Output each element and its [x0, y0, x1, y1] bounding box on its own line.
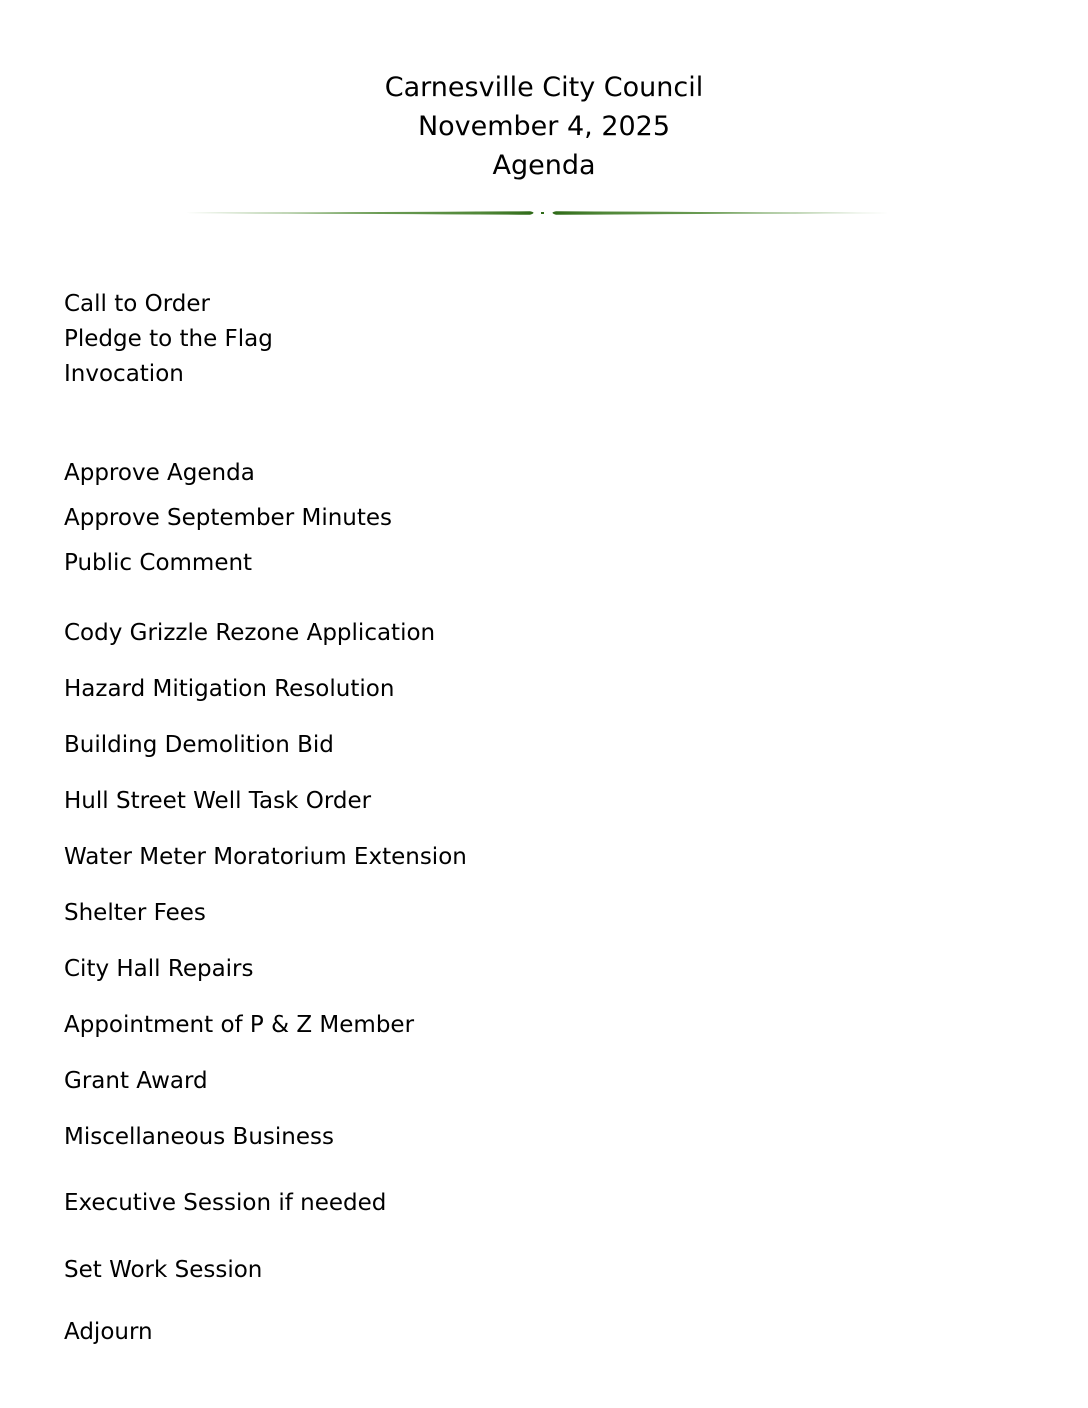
- agenda-item-demolition-bid: Building Demolition Bid: [64, 732, 334, 758]
- agenda-item-executive-session: Executive Session if needed: [64, 1190, 387, 1216]
- agenda-item-invocation: Invocation: [64, 361, 184, 387]
- organization-title: Carnesville City Council: [384, 72, 704, 103]
- meeting-date: November 4, 2025: [417, 111, 671, 142]
- agenda-item-shelter-fees: Shelter Fees: [64, 900, 206, 926]
- decorative-divider: [185, 206, 901, 220]
- agenda-item-hazard-mitigation: Hazard Mitigation Resolution: [64, 676, 395, 702]
- document-header: [0, 68, 1088, 185]
- agenda-item-well-task-order: Hull Street Well Task Order: [64, 788, 372, 814]
- agenda-item-pledge: Pledge to the Flag: [64, 326, 273, 352]
- agenda-item-call-to-order: Call to Order: [64, 291, 211, 317]
- agenda-item-pz-appointment: Appointment of P & Z Member: [64, 1012, 415, 1038]
- agenda-item-rezone-application: Cody Grizzle Rezone Application: [64, 620, 436, 646]
- agenda-item-water-meter-moratorium: Water Meter Moratorium Extension: [64, 844, 467, 870]
- agenda-item-city-hall-repairs: City Hall Repairs: [64, 956, 254, 982]
- agenda-item-grant-award: Grant Award: [64, 1068, 208, 1094]
- agenda-item-approve-agenda: Approve Agenda: [64, 460, 255, 486]
- agenda-item-public-comment: Public Comment: [64, 550, 253, 576]
- agenda-item-misc-business: Miscellaneous Business: [64, 1124, 334, 1150]
- agenda-item-adjourn: Adjourn: [64, 1319, 153, 1345]
- document-title: Agenda: [492, 150, 596, 181]
- agenda-item-approve-minutes: Approve September Minutes: [64, 505, 393, 531]
- agenda-item-work-session: Set Work Session: [64, 1257, 263, 1283]
